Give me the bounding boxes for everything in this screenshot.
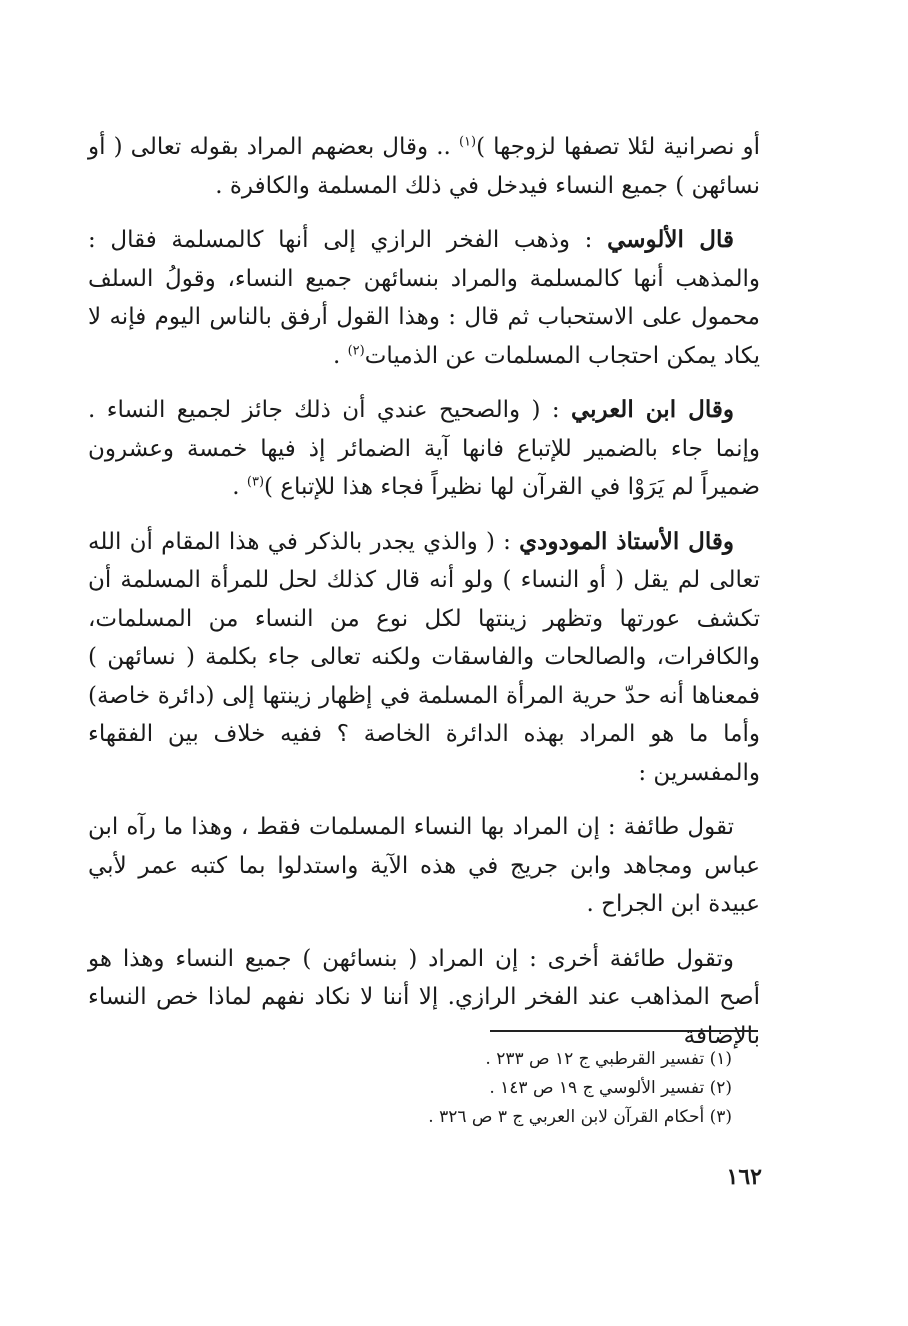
footnote-ref: (١): [458, 134, 477, 150]
footnote-1: (١) تفسير القرطبي ج ١٢ ص ٢٣٣ .: [485, 1049, 732, 1069]
paragraph-5: [88, 808, 760, 924]
footnote-2: (٢) تفسير الألوسي ج ١٩ ص ١٤٣ .: [489, 1078, 732, 1098]
paragraph-lead: وقال ابن العربي: [570, 396, 734, 423]
footnote-divider: [490, 1030, 758, 1032]
footnote-ref: (٣): [246, 474, 265, 490]
paragraph-text: : ( والصحيح عندي أن ذلك جائز لجميع النساء . وإنما جاء بالضمير للإتباع فانها آية الضمائر إذ فيها خمسة وعشرون ضميراً لم يَرَوْا في القرآن لها نظيراً فجاء هذا للإتباع ): [88, 397, 760, 500]
paragraph-tail: .: [232, 474, 247, 500]
paragraph-tail: .: [332, 342, 348, 369]
paragraph-text: : وذهب الفخر الرازي إلى أنها كالمسلمة فقال : والمذهب أنها كالمسلمة والمراد بنسائهن جميع النساء، وقولُ السلف محمول على الاستحباب ثم قال : وهذا القول أرفق بالناس اليوم فإنه لا يكاد يمكن احتجاب المسلمات عن الذميات: [88, 227, 760, 369]
paragraph-text: أو نصرانية لئلا تصفها لزوجها ): [476, 134, 760, 160]
paragraph-3: [88, 391, 760, 507]
paragraph-lead: قال الألوسي: [607, 226, 734, 253]
paragraph-tail: .. وقال بعضهم المراد بقوله تعالى ( أو نسائهن ) جميع النساء فيدخل في ذلك المسلمة والكافرة .: [88, 134, 760, 199]
paragraph-1: [88, 128, 760, 205]
paragraph-lead: وقال الأستاذ المودودي: [519, 527, 734, 555]
paragraph-6: [88, 940, 760, 1056]
main-text: [88, 128, 760, 1071]
paragraph-text: : ( والذي يجدر بالذكر في هذا المقام أن الله تعالى لم يقل ( أو النساء ) ولو أنه قال كذلك لحل للمرأة المسلمة أن تكشف عورتها وتظهر زينتها لكل نوع من النساء من المسلمات، والكافرات، والصالحات والفاسقات ولكنه تعالى جاء بكلمة ( نسائهن ) فمعناها أنه حدّ حرية المرأة المسلمة في إظهار زينتها إلى (دائرة خاصة) وأما ما هو المراد بهذه الدائرة الخاصة ؟ ففيه خلاف بين الفقهاء والمفسرين :: [88, 528, 760, 786]
footnote-3: (٣) أحكام القرآن لابن العربي ج ٣ ص ٣٢٦ .: [428, 1107, 732, 1127]
footnotes: [88, 1045, 732, 1132]
page-number: ١٦٢: [726, 1164, 762, 1190]
footnote-ref: (٢): [347, 342, 365, 358]
paragraph-text: وتقول طائفة أخرى : إن المراد ( بنسائهن ) جميع النساء وهذا هو أصح المذاهب عند الفخر الرازي. إلا أننا لا نكاد نفهم لماذا خص النساء بالإضافة: [88, 945, 760, 1049]
paragraph-4: [88, 523, 760, 793]
paragraph-2: [88, 221, 760, 375]
paragraph-text: تقول طائفة : إن المراد بها النساء المسلمات فقط ، وهذا ما رآه ابن عباس ومجاهد وابن جريج في هذه الآية واستدلوا بما كتبه عمر لأبي عبيدة ابن الجراح .: [88, 814, 760, 917]
